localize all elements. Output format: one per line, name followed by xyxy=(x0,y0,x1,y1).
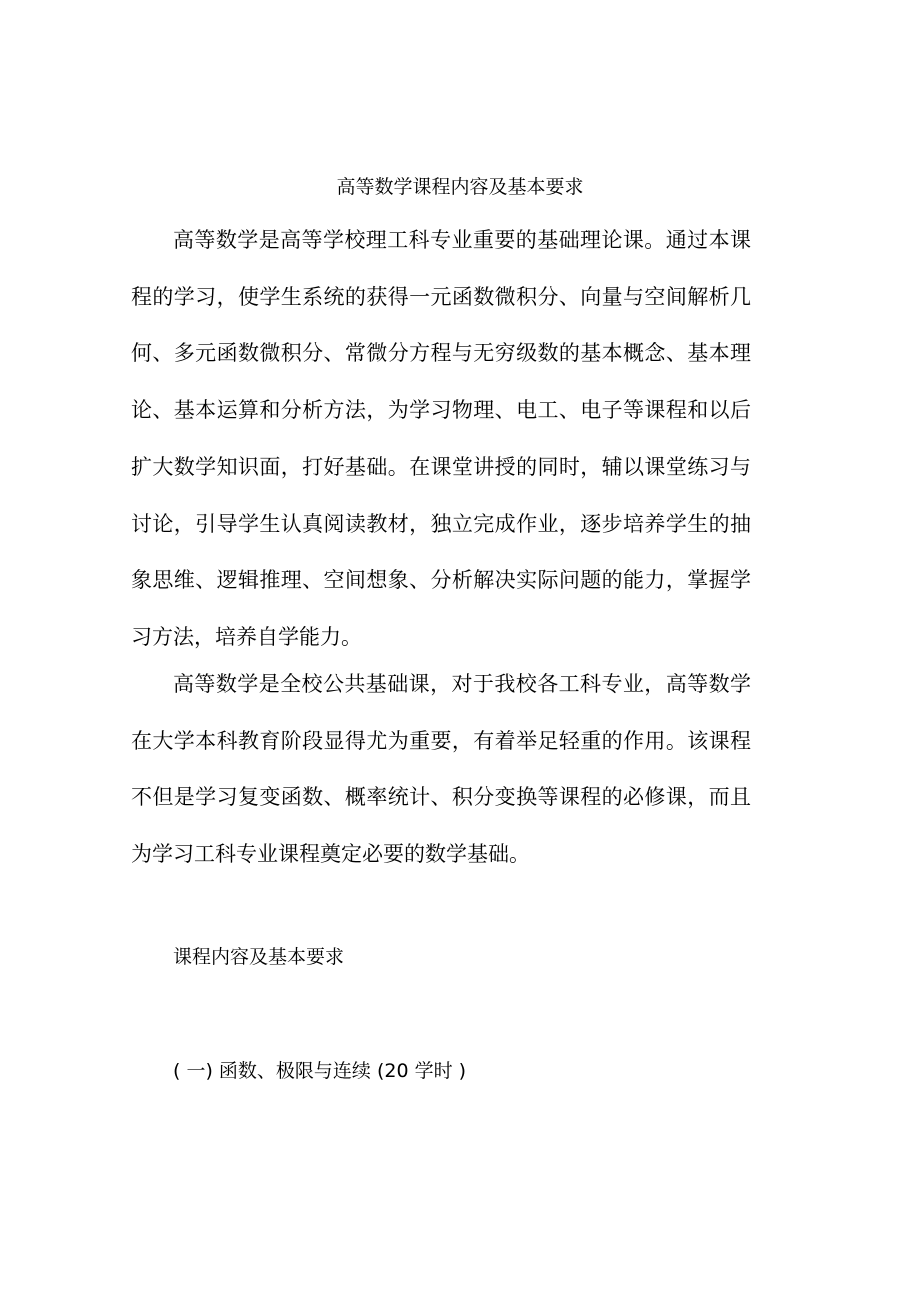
sub-heading-functions-limits: ( 一) 函数、极限与连续 (20 学时 ) xyxy=(173,1060,467,1082)
paragraph-importance: 高等数学是全校公共基础课，对于我校各工科专业，高等数学在大学本科教育阶段显得尤为重要，有着举足轻重的作用。该课程不但是学习复变函数、概率统计、积分变换等课程的必修课，而且为学习工科专业课程奠定必要的数学基础。 xyxy=(131,672,751,867)
section-heading: 课程内容及基本要求 xyxy=(173,946,345,968)
paragraph-intro: 高等数学是高等学校理工科专业重要的基础理论课。通过本课程的学习，使学生系统的获得一元函数微积分、向量与空间解析几何、多元函数微积分、常微分方程与无穷级数的基本概念、基本理论、基本运算和分析方法，为学习物理、电工、电子等课程和以后扩大数学知识面，打好基础。在课堂讲授的同时，辅以课堂练习与讨论，引导学生认真阅读教材，独立完成作业，逐步培养学生的抽象思维、逻辑推理、空间想象、分析解决实际问题的能力，掌握学习方法，培养自学能力。 xyxy=(131,228,751,649)
document-title: 高等数学课程内容及基本要求 xyxy=(336,176,584,198)
